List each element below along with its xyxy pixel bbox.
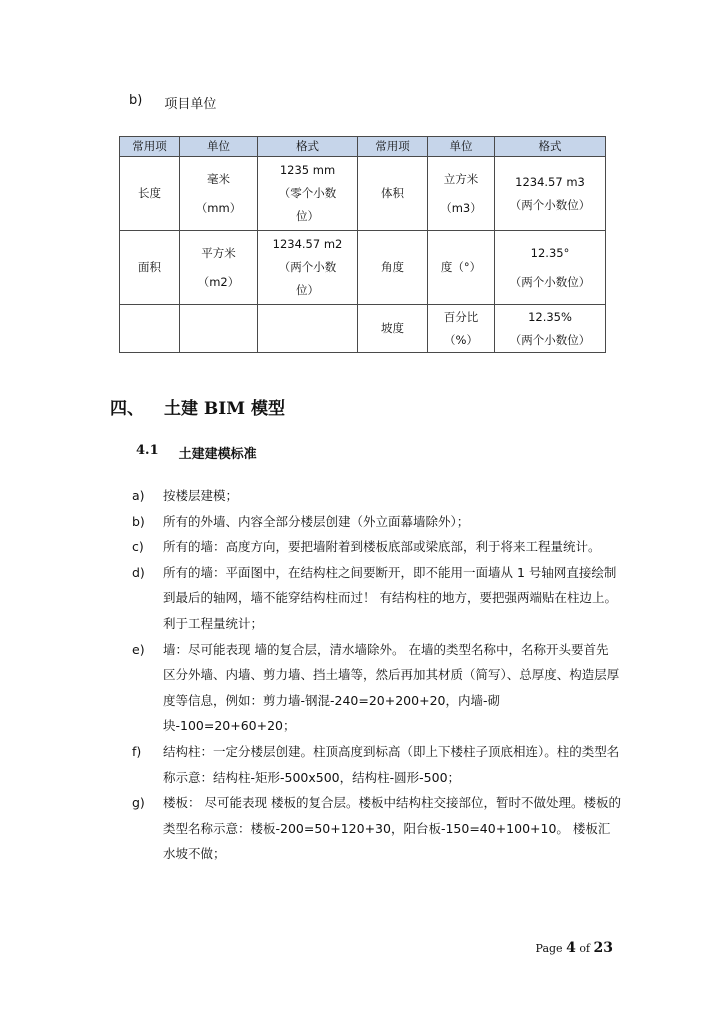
list-item-text: 按楼层建模； <box>163 488 239 503</box>
list-marker: b) <box>132 513 145 529</box>
subsection-title: 项目单位 <box>164 97 217 112</box>
page-footer <box>536 940 613 956</box>
cell-item: 面积 <box>120 231 180 305</box>
cell-unit <box>180 305 258 353</box>
header-cell-format-1: 格式 <box>258 137 358 157</box>
list-item-text: 结构柱：一定分楼层创建。柱顶高度到标高（即上下楼柱子顶底相连）。柱的类型名称示意：结构柱-矩形-500x500，结构柱-圆形-500； <box>163 743 620 785</box>
header-cell-format-2: 格式 <box>495 137 606 157</box>
list-item <box>132 739 622 790</box>
cell-item: 长度 <box>120 157 180 231</box>
cell-item <box>120 305 180 353</box>
list-marker: c) <box>132 539 144 555</box>
list-marker: a) <box>132 488 145 503</box>
cell-item: 坡度 <box>358 305 428 353</box>
list-item-text: 所有的外墙、内容全部分楼层创建（外立面幕墙除外）； <box>163 513 470 529</box>
list-item-text: 楼板： 尽可能表现 楼板的复合层。楼板中结构柱交接部位，暂时不做处理。楼板的类型名称示意：楼板-200=50+120+30，阳台板-150=40+100+10。 楼板汇水坡不做； <box>163 795 621 862</box>
cell-format: 1234.57 m3 （两个小数位） <box>495 157 606 231</box>
header-cell-item-1: 常用项 <box>120 137 180 157</box>
table-row <box>120 305 606 353</box>
list-item <box>132 560 622 637</box>
list-item <box>132 534 622 560</box>
header-cell-item-2: 常用项 <box>358 137 428 157</box>
list-item <box>132 509 622 535</box>
cell-format: 12.35% （两个小数位） <box>495 305 606 353</box>
cell-format: 1235 mm （零个小数 位） <box>258 157 358 231</box>
list-marker: e) <box>132 641 145 657</box>
chapter-number: 四、 <box>110 399 144 419</box>
list-item <box>132 483 622 509</box>
cell-unit: 立方米 （m3） <box>428 157 495 231</box>
header-cell-unit-1: 单位 <box>180 137 258 157</box>
subsection-heading-units <box>129 93 216 112</box>
list-item-text: 墙：尽可能表现 墙的复合层，清水墙除外。 在墙的类型名称中，名称开头要首先 区分外墙、内墙、剪力墙、挡土墙等，然后再加其材质（简写）、总厚度、构造层厚度等信息，例如：剪力墙-钢混-240=20+200+20，内墙-砌块-100=20+60+20； <box>163 641 620 734</box>
cell-unit: 百分比 （%） <box>428 305 495 353</box>
list-marker: d) <box>132 564 145 580</box>
cell-unit: 度（°） <box>428 231 495 305</box>
section-title: 土建建模标准 <box>178 447 257 462</box>
list-item <box>132 790 622 867</box>
cell-item: 体积 <box>358 157 428 231</box>
cell-item: 角度 <box>358 231 428 305</box>
list-item-text: 所有的墙：平面图中，在结构柱之间要断开，即不能用一面墙从 1 号轴网直接绘制到最后的轴网，墙不能穿结构柱而过！ 有结构柱的地方，要把强两端贴在柱边上。利于工程量统计； <box>163 564 617 631</box>
of-label: of <box>579 942 591 955</box>
subsection-marker: b) <box>129 93 143 108</box>
cell-format: 1234.57 m2 （两个小数 位） <box>258 231 358 305</box>
table-row <box>120 157 606 231</box>
chapter-title: 土建 BIM 模型 <box>164 399 285 419</box>
list-item <box>132 637 622 739</box>
page-number: 4 <box>566 940 576 956</box>
header-cell-unit-2: 单位 <box>428 137 495 157</box>
cell-format: 12.35° （两个小数位） <box>495 231 606 305</box>
list-marker: g) <box>132 795 145 811</box>
list-item-text: 所有的墙：高度方向，要把墙附着到楼板底部或梁底部，利于将来工程量统计。 <box>163 539 601 555</box>
units-table <box>119 136 606 353</box>
cell-unit: 平方米 （m2） <box>180 231 258 305</box>
table-row <box>120 231 606 305</box>
section-heading <box>136 443 257 462</box>
list-marker: f) <box>132 743 142 759</box>
cell-format <box>258 305 358 353</box>
page-total: 23 <box>593 940 613 956</box>
table-header-row <box>120 137 606 157</box>
cell-unit: 毫米 （mm） <box>180 157 258 231</box>
page-label: Page <box>535 942 563 955</box>
chapter-heading <box>110 394 285 419</box>
section-number: 4.1 <box>136 443 159 458</box>
modeling-rules-list <box>132 483 622 867</box>
